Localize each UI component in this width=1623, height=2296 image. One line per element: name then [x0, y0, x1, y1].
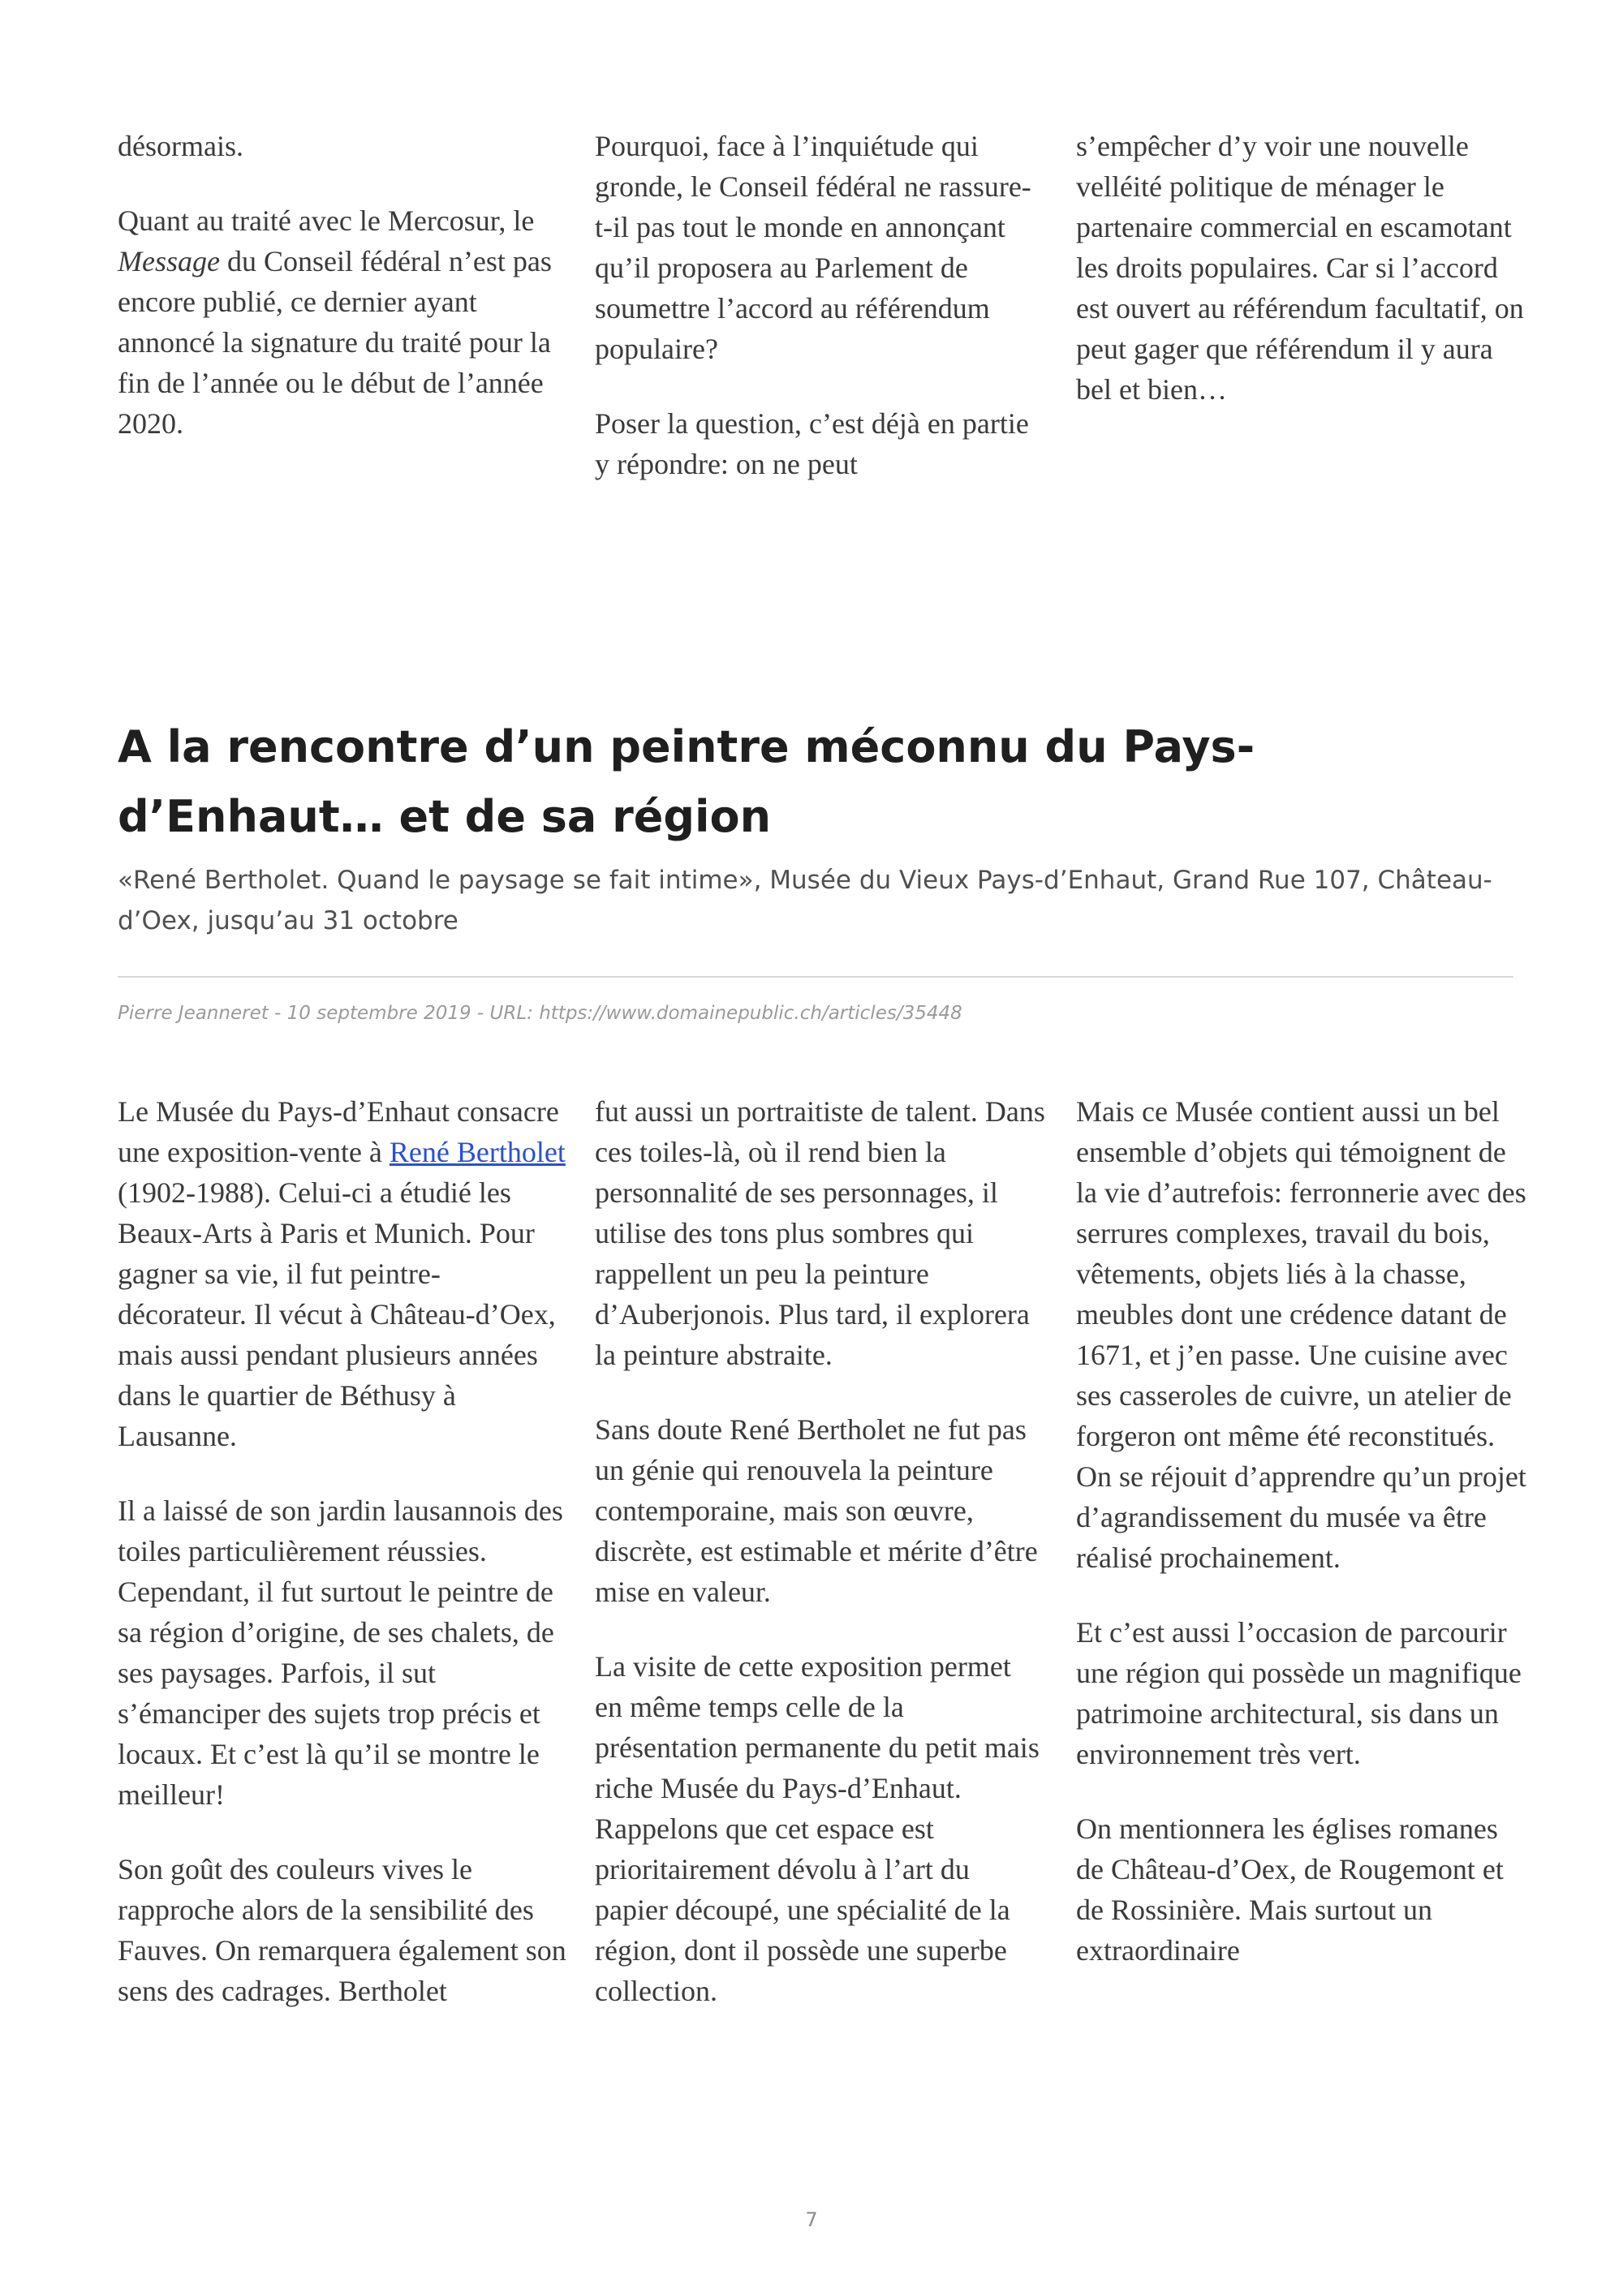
- paragraph: Pourquoi, face à l’inquiétude qui gronde, le Conseil fédéral ne rassure-t-il pas tout le monde en annonçant qu’il proposera au Parlement de soumettre l’accord au référendum populaire?: [595, 130, 1031, 365]
- prev-article-column-1: [118, 126, 568, 444]
- article-title: A la rencontre d’un peintre méconnu du Pays-d’Enhaut… et de sa région: [118, 721, 1255, 842]
- page-number: 7: [805, 2208, 818, 2231]
- paragraph: Sans doute René Bertholet ne fut pas un génie qui renouvela la peinture contemporaine, mais son œuvre, discrète, est estimable et mérite d’être mise en valeur.: [595, 1413, 1038, 1608]
- paragraph-text: du Conseil fédéral n’est pas encore publié, ce dernier ayant annoncé la signature du traité pour la fin de l’année ou le début de l’année 2020.: [118, 245, 552, 440]
- paragraph: Et c’est aussi l’occasion de parcourir une région qui possède un magnifique patrimoine architectural, sis dans un environnement très vert.: [1076, 1616, 1522, 1770]
- emphasis-text: Message: [118, 245, 220, 277]
- article-byline: Pierre Jeanneret - 10 septembre 2019 - URL: https://www.domainepublic.ch/articles/35448: [118, 1003, 962, 1024]
- article-column-1: [118, 1091, 568, 2011]
- paragraph: Poser la question, c’est déjà en partie y répondre: on ne peut: [595, 407, 1029, 480]
- paragraph: fut aussi un portraitiste de talent. Dans ces toiles-là, où il rend bien la personnalité de ses personnages, il utilise des tons plus sombres qui rappellent un peu la peinture d’Auberjonois. Plus tard, il explorera la peinture abstraite.: [595, 1095, 1045, 1371]
- paragraph: Il a laissé de son jardin lausannois des toiles particulièrement réussies. Cependant, il fut surtout le peintre de sa région d’origine, de ses chalets, de ses paysages. Parfois, il sut s’émanciper des sujets trop précis et locaux. Et c’est là qu’il se montre le meilleur!: [118, 1494, 563, 1811]
- paragraph: [118, 200, 568, 444]
- paragraph-text: Le Musée du Pays-d’Enhaut consacre une exposition-vente à: [118, 1095, 559, 1168]
- prev-article-column-3: [1076, 126, 1526, 410]
- paragraph: [118, 1091, 568, 1456]
- paragraph: On mentionnera les églises romanes de Château-d’Oex, de Rougemont et de Rossinière. Mais surtout un extraordinaire: [1076, 1812, 1504, 1967]
- article-subtitle: «René Bertholet. Quand le paysage se fait intime», Musée du Vieux Pays-d’Enhaut, Grand Rue 107, Château-d’Oex, jusqu’au 31 octobre: [118, 866, 1492, 935]
- paragraph: désormais.: [118, 130, 243, 162]
- prev-article-column-2: [595, 126, 1045, 484]
- divider: [118, 976, 1513, 978]
- artist-link[interactable]: René Bertholet: [389, 1136, 566, 1168]
- paragraph: Mais ce Musée contient aussi un bel ensemble d’objets qui témoignent de la vie d’autrefois: ferronnerie avec des serrures complexes, travail du bois, vêtements, objets liés à la chasse, meubles dont une crédence datant de 1671, et j’en passe. Une cuisine avec ses casseroles de cuivre, un atelier de forgeron ont même été reconstitués. On se réjouit d’apprendre qu’un projet d’agrandissement du musée va être réalisé prochainement.: [1076, 1095, 1526, 1574]
- paragraph: La visite de cette exposition permet en même temps celle de la présentation permanente du petit mais riche Musée du Pays-d’Enhaut. Rappelons que cet espace est prioritairement dévolu à l’art du papier découpé, une spécialité de la région, dont il possède une superbe collection.: [595, 1650, 1040, 2007]
- article-column-3: [1076, 1091, 1526, 1971]
- paragraph-text: (1902-1988). Celui-ci a étudié les Beaux-Arts à Paris et Munich. Pour gagner sa vie, il fut peintre-décorateur. Il vécut à Château-d’Oex, mais aussi pendant plusieurs années dans le quartier de Béthusy à Lausanne.: [118, 1176, 556, 1452]
- paragraph: Son goût des couleurs vives le rapproche alors de la sensibilité des Fauves. On remarquera également son sens des cadrages. Bertholet: [118, 1853, 566, 2007]
- paragraph: s’empêcher d’y voir une nouvelle velléité politique de ménager le partenaire commercial en escamotant les droits populaires. Car si l’accord est ouvert au référendum facultatif, on peut gager que référendum il y aura bel et bien…: [1076, 130, 1524, 406]
- article-column-2: [595, 1091, 1045, 2011]
- paragraph-text: Quant au traité avec le Mercosur, le: [118, 204, 535, 237]
